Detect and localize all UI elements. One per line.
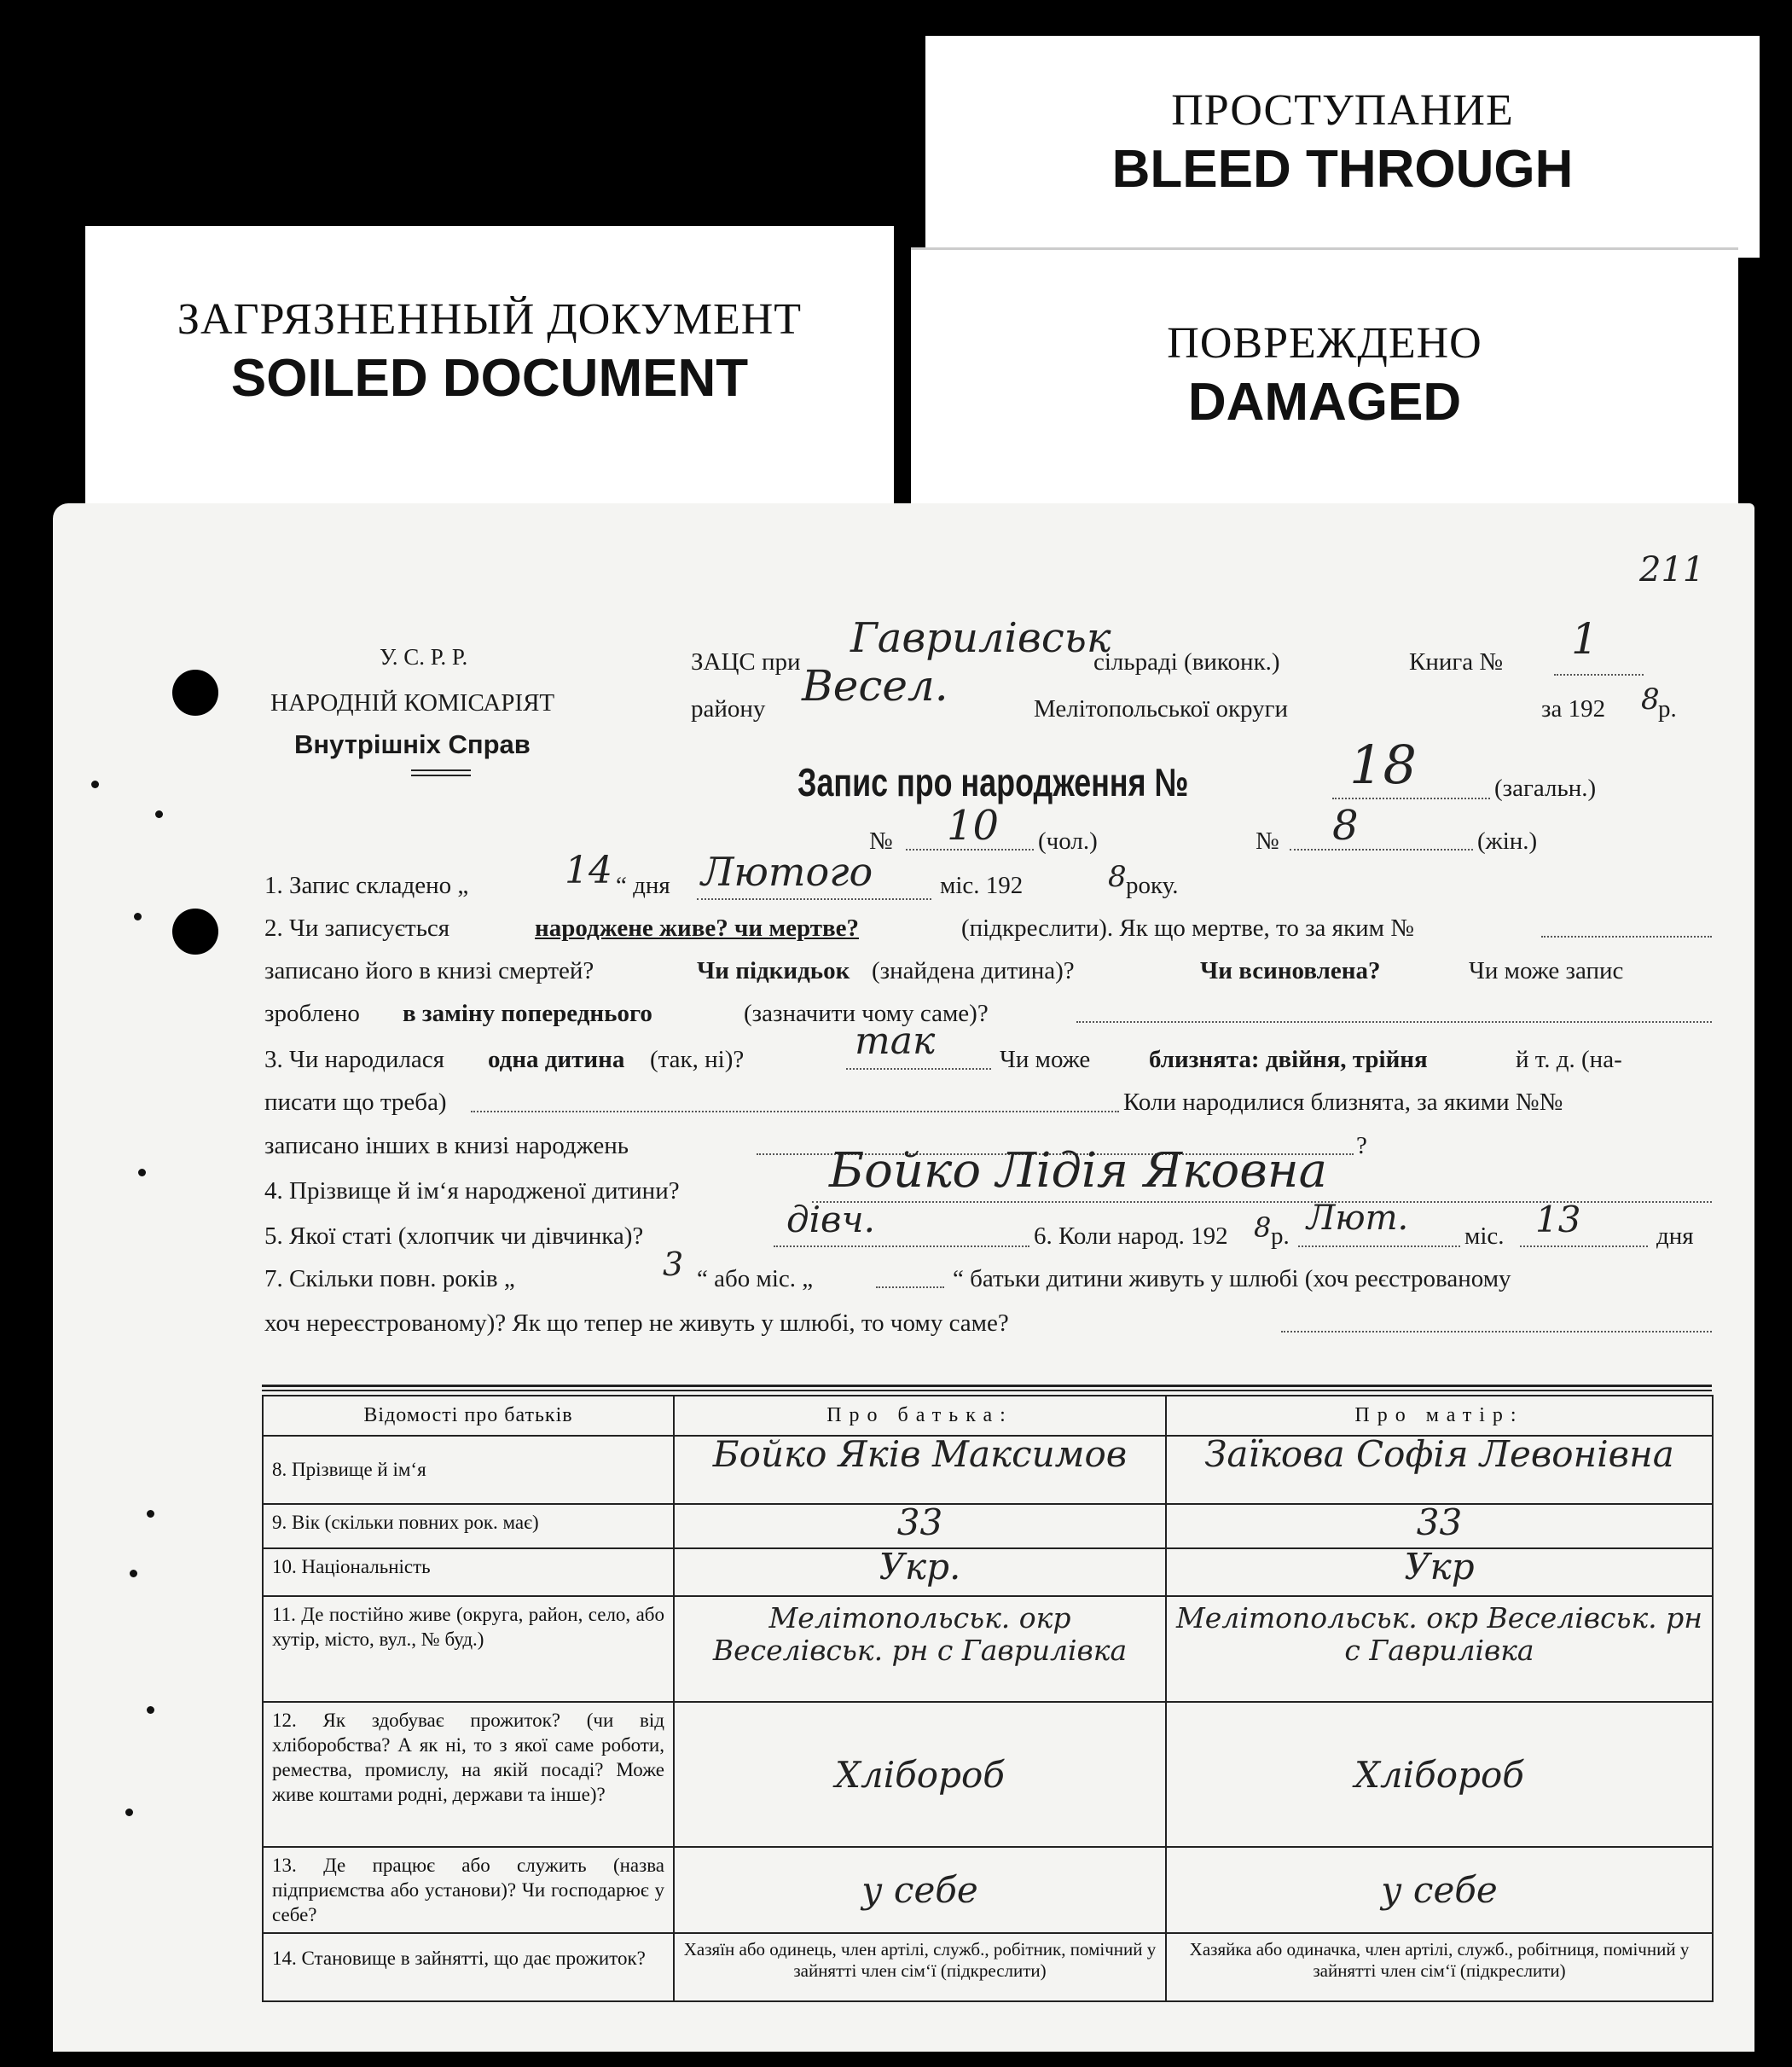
- line7-c: “ батьки дитини живуть у шлюбі (хоч реєстрованому: [953, 1265, 1511, 1292]
- line2-f: (знайдена дитина)?: [872, 957, 1075, 984]
- dots: [846, 1068, 991, 1070]
- total-label: (загальн.): [1494, 775, 1597, 802]
- row-label: 9. Вік (скільки повних рок. має): [263, 1504, 674, 1548]
- page-number: 211: [1639, 550, 1705, 589]
- rayon-suffix: Мелітопольської округи: [1034, 695, 1289, 723]
- soiled-label-en: SOILED DOCUMENT: [230, 349, 749, 408]
- dots: [876, 1286, 944, 1288]
- row-label: 13. Де працює або служить (назва підприємства або установи)? Чи господарює у себе?: [263, 1847, 674, 1933]
- line4: 4. Прізвище й ім‘я народженої дитини?: [264, 1177, 680, 1205]
- line2-j: в заміну попереднього: [403, 1000, 652, 1027]
- birth-year: 8: [1254, 1211, 1272, 1244]
- parents-table: [262, 1395, 1714, 2002]
- record-number-female: 8: [1332, 802, 1359, 850]
- table-row: [263, 1702, 1713, 1847]
- bleed-label-en: BLEED THROUGH: [1111, 140, 1574, 199]
- line1-d: року.: [1126, 872, 1179, 899]
- father-workplace: у себе: [674, 1847, 1166, 1933]
- speck: [130, 1570, 137, 1577]
- damaged-label-ru: ПОВРЕЖДЕНО: [1167, 319, 1482, 368]
- father-residence: Мелітопольськ. окр Веселівськ. рн с Гаврилівка: [674, 1596, 1166, 1702]
- row-label: 14. Становище в зайнятті, що дає прожиток?: [263, 1933, 674, 2001]
- line3-h: Коли народилися близнята, за якими №№: [1123, 1089, 1563, 1116]
- dots: [774, 1245, 1029, 1247]
- male-num-prefix: №: [869, 827, 893, 855]
- mother-workplace: у себе: [1166, 1847, 1713, 1933]
- book-number: 1: [1571, 614, 1598, 664]
- single-child-answer: так: [855, 1019, 936, 1063]
- father-livelihood: Хлібороб: [674, 1702, 1166, 1847]
- line7-a: 7. Скільки повн. років „: [264, 1265, 515, 1292]
- row-label: 12. Як здобуває прожиток? (чи від хліборобства? А як ні, то з якої саме роботи, ремества, промислу, на якій посаді? Може живе коштами родні, держави та інше)?: [263, 1702, 674, 1847]
- line3-f: й т. д. (на-: [1516, 1046, 1622, 1073]
- record-number-total: 18: [1349, 734, 1417, 796]
- header-internal-affairs: Внутрішніх Справ: [294, 729, 531, 759]
- birth-month: Лют.: [1307, 1199, 1409, 1238]
- line6-a: 6. Коли народ. 192: [1034, 1222, 1228, 1250]
- line2-h: Чи може запис: [1469, 957, 1624, 984]
- punch-hole: [172, 670, 218, 716]
- book-label: Книга №: [1409, 648, 1504, 676]
- record-year: 8: [1108, 860, 1127, 894]
- header-info: Відомості про батьків: [263, 1396, 674, 1436]
- dots: [471, 1111, 1119, 1112]
- line3-d: Чи може: [1000, 1046, 1091, 1073]
- zags-prefix: ЗАЦС при: [691, 648, 801, 676]
- table-top-rule: [262, 1385, 1712, 1391]
- table-row: [263, 1548, 1713, 1596]
- father-name: Бойко Яків Максимов: [674, 1436, 1166, 1504]
- father-age: 33: [674, 1504, 1166, 1548]
- line7-b: “ або міс. „: [697, 1265, 814, 1292]
- row-label: 10. Національність: [263, 1548, 674, 1596]
- dots: [1290, 849, 1473, 851]
- line6-c: міс.: [1464, 1222, 1505, 1250]
- line1-c: міс. 192: [940, 872, 1024, 899]
- damaged-label-en: DAMAGED: [1187, 373, 1462, 432]
- speck: [147, 1510, 154, 1518]
- dots: [1520, 1245, 1648, 1247]
- year-digit: 8: [1641, 682, 1660, 717]
- soiled-label-ru: ЗАГРЯЗНЕННЫЙ ДОКУМЕНТ: [177, 295, 803, 344]
- father-nationality: Укр.: [674, 1548, 1166, 1596]
- line3-i: записано інших в книзі народжень: [264, 1132, 629, 1159]
- rayon-prefix: району: [691, 695, 766, 723]
- birth-record-sheet: [53, 503, 1754, 2052]
- child-sex: дівч.: [786, 1199, 875, 1240]
- header-ussr: У. С. Р. Р.: [380, 644, 468, 670]
- dots: [1076, 1021, 1712, 1023]
- mother-residence: Мелітопольськ. окр Веселівськ. рн с Гаврилівка: [1166, 1596, 1713, 1702]
- male-label: (чол.): [1038, 827, 1098, 855]
- bleed-through-label: [925, 36, 1760, 258]
- header-rule: [411, 769, 471, 776]
- dots: [697, 898, 931, 900]
- speck: [147, 1706, 154, 1714]
- table-row: [263, 1436, 1713, 1504]
- line6-d: дня: [1656, 1222, 1694, 1250]
- header-commissariat: НАРОДНІЙ КОМІСАРІЯТ: [270, 689, 555, 717]
- dots: [1281, 1331, 1712, 1333]
- header-mother: Про матір:: [1166, 1396, 1713, 1436]
- line3-e: близнята: двійня, трійня: [1149, 1046, 1428, 1073]
- rayon-name: Весел.: [802, 661, 948, 711]
- line3-c: (так, ні)?: [650, 1046, 745, 1073]
- line2-c: (підкреслити). Як що мертве, то за яким №: [961, 914, 1414, 942]
- row-label: 8. Прізвище й ім‘я: [263, 1436, 674, 1504]
- line2-b: народжене живе? чи мертве?: [535, 914, 860, 942]
- father-occupation-status: Хазяїн або одинець, член артілі, служб., робітник, помічний у зайнятті член сім‘ї (підкреслити): [674, 1933, 1166, 2001]
- bleed-label-ru: ПРОСТУПАНИЕ: [1171, 86, 1514, 135]
- record-month: Лютого: [701, 849, 873, 895]
- table-row: [263, 1847, 1713, 1933]
- speck: [155, 810, 163, 818]
- table-row: [263, 1596, 1713, 1702]
- line2-e: Чи підкидьок: [697, 957, 850, 984]
- dots: [906, 849, 1034, 851]
- line3-j: ?: [1356, 1132, 1367, 1159]
- line3-g: писати що треба): [264, 1089, 447, 1116]
- speck: [91, 781, 99, 788]
- dots: [1554, 674, 1644, 676]
- year-prefix: за 192: [1541, 695, 1606, 723]
- line3-a: 3. Чи народилася: [264, 1046, 445, 1073]
- zags-suffix: сільраді (виконк.): [1093, 648, 1280, 676]
- dots: [1298, 1245, 1460, 1247]
- line3-b: одна дитина: [488, 1046, 625, 1073]
- line5: 5. Якої статі (хлопчик чи дівчинка)?: [264, 1222, 644, 1250]
- mother-livelihood: Хлібороб: [1166, 1702, 1713, 1847]
- row-label: 11. Де постійно живе (округа, район, село, або хутір, місто, вул., № буд.): [263, 1596, 674, 1702]
- child-name: Бойко Лідія Яковна: [829, 1143, 1328, 1199]
- marriage-years: 3: [663, 1245, 684, 1283]
- record-day: 14: [565, 849, 612, 892]
- record-number-male: 10: [947, 802, 1000, 850]
- zags-village: Гаврилівськ: [850, 614, 1111, 662]
- line2-i: зроблено: [264, 1000, 360, 1027]
- line1-b: “ дня: [616, 872, 670, 899]
- mother-name: Заїкова Софія Левонівна: [1166, 1436, 1713, 1504]
- mother-age: 33: [1166, 1504, 1713, 1548]
- line6-b: р.: [1271, 1222, 1290, 1250]
- soiled-document-label: [85, 226, 894, 512]
- mother-occupation-status: Хазяйка або одиначка, член артілі, служб., робітниця, помічний у зайнятті член сім‘ї (підкреслити): [1166, 1933, 1713, 2001]
- record-title: Запис про народження №: [797, 760, 1189, 804]
- year-suffix: р.: [1658, 695, 1677, 723]
- line2-k: (зазначити чому саме)?: [744, 1000, 989, 1027]
- speck: [138, 1169, 146, 1176]
- header-father: Про батька:: [674, 1396, 1166, 1436]
- line7-d: хоч нереєстрованому)? Як що тепер не живуть у шлюбі, то чому саме?: [264, 1309, 1009, 1337]
- table-header-row: [263, 1396, 1713, 1436]
- line2-d: записано його в книзі смертей?: [264, 957, 594, 984]
- speck: [125, 1809, 133, 1816]
- mother-nationality: Укр: [1166, 1548, 1713, 1596]
- line2-a: 2. Чи записується: [264, 914, 450, 942]
- punch-hole: [172, 909, 218, 955]
- dots: [1541, 936, 1712, 938]
- female-label: (жін.): [1477, 827, 1538, 855]
- line2-g: Чи всиновлена?: [1200, 957, 1381, 984]
- female-num-prefix: №: [1256, 827, 1279, 855]
- dots: [1332, 798, 1490, 799]
- damaged-label: [911, 247, 1738, 525]
- line1-a: 1. Запис складено „: [264, 872, 469, 899]
- birth-day: 13: [1535, 1199, 1581, 1240]
- table-row: [263, 1504, 1713, 1548]
- speck: [134, 913, 142, 920]
- table-row: [263, 1933, 1713, 2001]
